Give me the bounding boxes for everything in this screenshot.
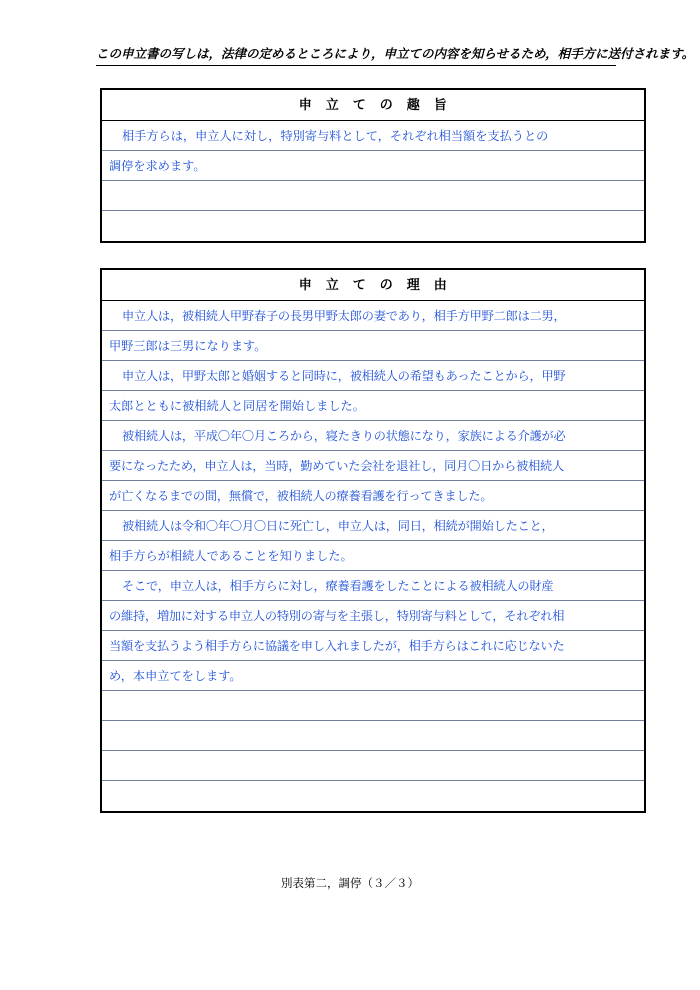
section-reason-line: 相手方らが相続人であることを知りました。	[102, 541, 644, 571]
section-reason-line: の維持，増加に対する申立人の特別の寄与を主張し，特別寄与料として，それぞれ相	[102, 601, 644, 631]
section-reason-line: め，本申立てをします。	[102, 661, 644, 691]
section-reason-line: 被相続人は，平成〇年〇月ころから，寝たきりの状態になり，家族による介護が必	[102, 421, 644, 451]
section-reason-line: 申立人は，甲野太郎と婚姻すると同時に，被相続人の希望もあったことから，甲野	[102, 361, 644, 391]
section-purpose-box	[100, 88, 646, 243]
section-reason-title: 申 立 て の 理 由	[102, 270, 644, 301]
page-notice: この申立書の写しは，法律の定めるところにより，申立ての内容を知らせるため，相手方に送付されます。	[96, 44, 616, 66]
section-reason-line: 太郎とともに被相続人と同居を開始しました。	[102, 391, 644, 421]
section-reason-line: 甲野三郎は三男になります。	[102, 331, 644, 361]
section-purpose-line: 相手方らは，申立人に対し，特別寄与料として，それぞれ相当額を支払うとの	[102, 121, 644, 151]
section-reason-line	[102, 781, 644, 811]
section-reason-line: 被相続人は令和〇年〇月〇日に死亡し，申立人は，同日，相続が開始したこと，	[102, 511, 644, 541]
section-reason-line: が亡くなるまでの間，無償で，被相続人の療養看護を行ってきました。	[102, 481, 644, 511]
section-reason-line: 要になったため，申立人は，当時，勤めていた会社を退社し，同月〇日から被相続人	[102, 451, 644, 481]
section-reason-line: 当額を支払うよう相手方らに協議を申し入れましたが，相手方らはこれに応じないた	[102, 631, 644, 661]
section-purpose-title: 申 立 て の 趣 旨	[102, 90, 644, 121]
section-reason-line: 申立人は，被相続人甲野春子の長男甲野太郎の妻であり，相手方甲野二郎は二男，	[102, 301, 644, 331]
section-reason-line	[102, 751, 644, 781]
section-reason-line	[102, 721, 644, 751]
section-reason-line: そこで，申立人は，相手方らに対し，療養看護をしたことによる被相続人の財産	[102, 571, 644, 601]
section-purpose-line: 調停を求めます。	[102, 151, 644, 181]
section-reason-box	[100, 268, 646, 813]
page-footer: 別表第二，調停（３／３）	[281, 878, 419, 890]
section-reason-line	[102, 691, 644, 721]
section-purpose-line	[102, 211, 644, 241]
section-purpose-line	[102, 181, 644, 211]
